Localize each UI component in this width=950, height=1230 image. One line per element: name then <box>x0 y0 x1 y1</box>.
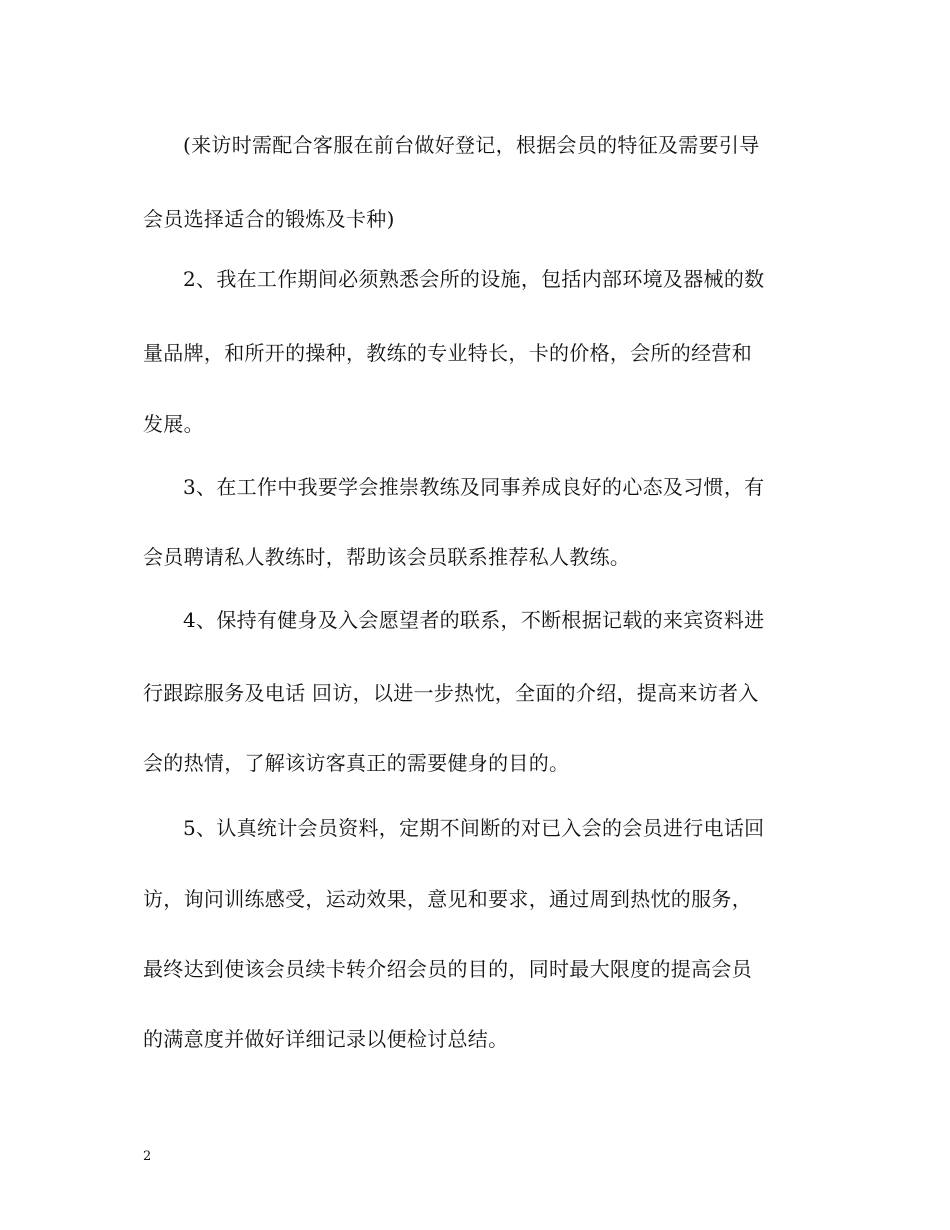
paragraph-line: 3、在工作中我要学会推崇教练及同事养成良好的心态及习惯，有 <box>183 475 765 499</box>
paragraph-line: 会的热情，了解该访客真正的需要健身的目的。 <box>143 751 570 775</box>
paragraph-line: 的满意度并做好详细记录以便检讨总结。 <box>143 1027 509 1051</box>
paragraph-line: (来访时需配合客服在前台做好登记，根据会员的特征及需要引导 <box>183 133 760 157</box>
paragraph-line: 行跟踪服务及电话 回访，以进一步热忱，全面的介绍，提高来访者入 <box>143 681 759 705</box>
paragraph-line: 2、我在工作期间必须熟悉会所的设施，包括内部环境及器械的数 <box>183 267 765 291</box>
paragraph-line: 5、认真统计会员资料，定期不间断的对已入会的会员进行电话回 <box>183 816 765 840</box>
paragraph-line: 会员选择适合的锻炼及卡种) <box>143 207 395 231</box>
paragraph-line: 发展。 <box>143 412 204 436</box>
paragraph-line: 访，询问训练感受，运动效果，意见和要求，通过周到热忱的服务， <box>143 887 752 911</box>
paragraph-line: 4、保持有健身及入会愿望者的联系，不断根据记载的来宾资料进 <box>183 608 765 632</box>
page-number: 2 <box>143 1149 152 1164</box>
paragraph-line: 最终达到使该会员续卡转介绍会员的目的，同时最大限度的提高会员 <box>143 957 752 981</box>
paragraph-line: 量品牌，和所开的操种，教练的专业特长，卡的价格，会所的经营和 <box>143 341 752 365</box>
paragraph-line: 会员聘请私人教练时，帮助该会员联系推荐私人教练。 <box>143 545 631 569</box>
